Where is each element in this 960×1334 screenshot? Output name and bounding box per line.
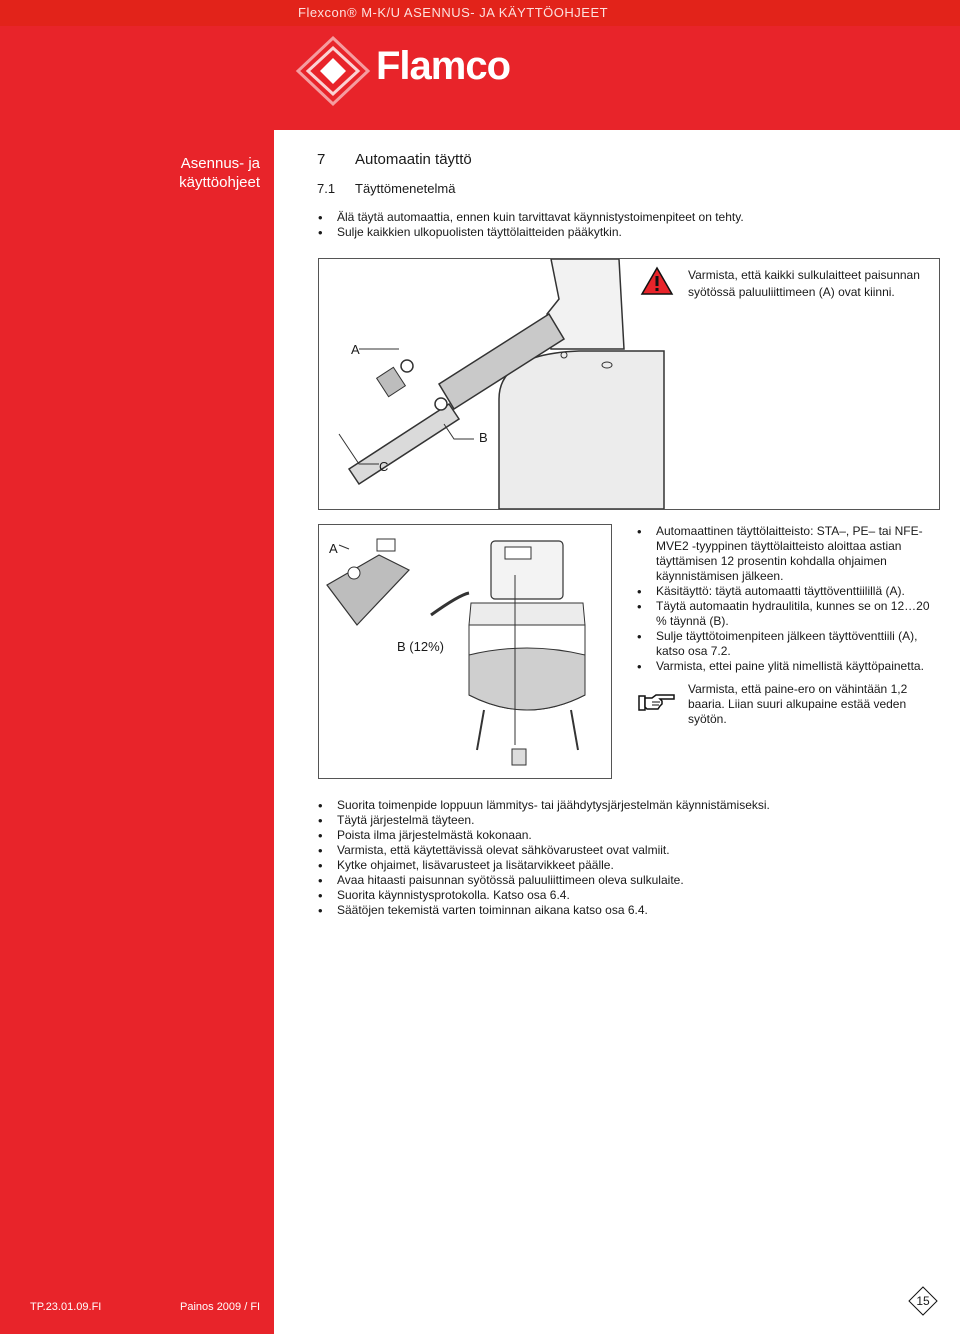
side-bullet-list (636, 524, 936, 674)
document-title: Flexcon® M-K/U ASENNUS- JA KÄYTTÖOHJEET (298, 5, 609, 20)
list-item: • Käsitäyttö: täytä automaatti täyttöventtiilillä (A). (636, 584, 936, 599)
list-item: • Sulje kaikkien ulkopuolisten täyttölaitteiden pääkytkin. (317, 225, 937, 240)
list-item: • Suorita toimenpide loppuun lämmitys- tai jäähdytysjärjestelmän käynnistämiseksi. (317, 798, 937, 813)
document-code: TP.23.01.09.FI (30, 1301, 102, 1313)
note-text: Varmista, että paine-ero on vähintään 1,2 baaria. Liian suuri alkupaine estää veden syötön. (688, 682, 908, 726)
list-item: • Täytä automaatin hydraulitila, kunnes se on 12…20 % täynnä (B). (636, 599, 936, 629)
top-bar (0, 0, 960, 26)
warning-text: Varmista, että kaikki sulkulaitteet paisunnan syötössä paluuliittimeen (A) ovat kiinni. (688, 268, 920, 299)
warning-triangle-icon (640, 266, 674, 296)
label-b: B (479, 430, 488, 445)
list-item: • Avaa hitaasti paisunnan syötössä paluuliittimeen oleva sulkulaite. (317, 873, 937, 888)
list-item: • Automaattinen täyttölaitteisto: STA–, PE– tai NFE-MVE2 -tyyppinen täyttölaitteisto aloittaa astian täyttämisen 12 prosentin kohdalla ohjaimen käynnistämisen jälkeen. (636, 524, 936, 584)
label-b-12: B (12%) (397, 639, 444, 654)
label-a: A (351, 342, 360, 357)
list-item: • Poista ilma järjestelmästä kokonaan. (317, 828, 937, 843)
list-item: • Suorita käynnistysprotokolla. Katso osa 6.4. (317, 888, 937, 903)
sidebar-title: Asennus- ja käyttöohjeet (179, 155, 260, 191)
intro-bullet-list (317, 210, 937, 240)
figure-tank-filling (318, 524, 612, 779)
list-item: • Kytke ohjaimet, lisävarusteet ja lisätarvikkeet päälle. (317, 858, 937, 873)
list-item: • Varmista, ettei paine ylitä nimellistä käyttöpainetta. (636, 659, 936, 674)
section-title: Automaatin täyttö (355, 151, 472, 168)
section-number: 7 (317, 151, 326, 168)
list-item: • Varmista, että käytettävissä olevat sähkövarusteet ovat valmiit. (317, 843, 937, 858)
tank-drawing (319, 525, 611, 778)
label-a: A (329, 541, 338, 556)
list-item: • Sulje täyttötoimenpiteen jälkeen täyttöventtiili (A), katso osa 7.2. (636, 629, 936, 659)
logo-text: Flamco (376, 44, 511, 88)
page-number: 15 (916, 1294, 930, 1308)
edition-text: Painos 2009 / FI (180, 1301, 261, 1313)
list-item: • Täytä järjestelmä täyteen. (317, 813, 937, 828)
bottom-bullet-list (317, 798, 937, 918)
flamco-logo-icon (292, 34, 374, 108)
pointing-hand-icon (638, 692, 676, 714)
subsection-number: 7.1 (317, 181, 336, 196)
list-item: • Älä täytä automaattia, ennen kuin tarvittavat käynnistystoimenpiteet on tehty. (317, 210, 937, 225)
label-c: C (379, 459, 389, 474)
subsection-title: Täyttömenetelmä (355, 181, 456, 196)
list-item: • Säätöjen tekemistä varten toiminnan aikana katso osa 6.4. (317, 903, 937, 918)
sidebar (0, 26, 274, 1334)
